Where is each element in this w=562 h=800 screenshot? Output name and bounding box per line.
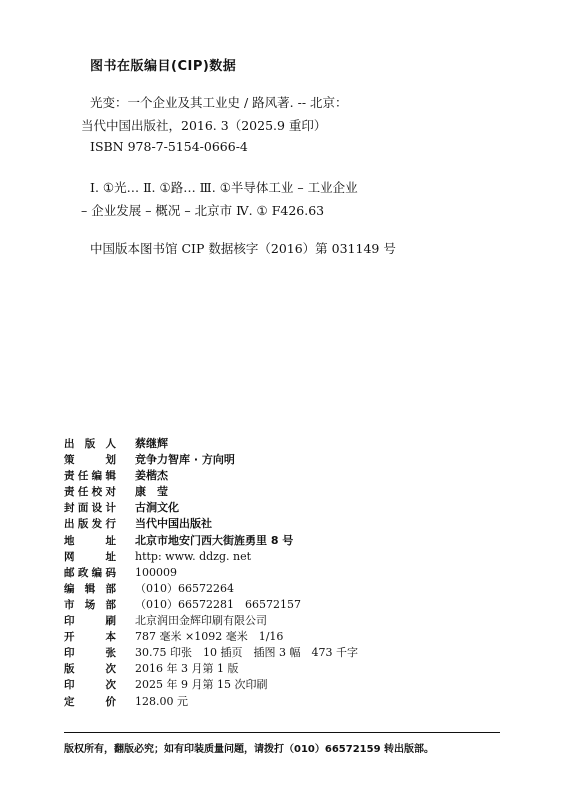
colophon-label: 版次 — [64, 663, 116, 676]
colophon-value: 787 毫米 ×1092 毫米 1/16 — [135, 630, 284, 644]
colophon-row — [64, 645, 504, 661]
colophon-row — [64, 694, 504, 710]
colophon-value: 100009 — [135, 565, 177, 579]
colophon-value: （010）66572264 — [135, 581, 234, 595]
colophon-row — [64, 565, 504, 581]
colophon-label: 印张 — [64, 647, 116, 660]
colophon-row — [64, 500, 504, 516]
colophon-value: （010）66572281 66572157 — [135, 597, 301, 611]
colophon-label: 开本 — [64, 631, 116, 644]
colophon-label: 市场部 — [64, 598, 116, 611]
colophon-label: 印刷 — [64, 615, 116, 628]
cip-heading: 图书在版编目(CIP)数据 — [90, 59, 237, 74]
colophon-row — [64, 629, 504, 645]
cip-isbn-line: ISBN 978-7-5154-0666-4 — [90, 139, 248, 154]
colophon-row — [64, 613, 504, 629]
colophon-row — [64, 436, 504, 452]
colophon-label: 策划 — [64, 454, 116, 467]
colophon-row — [64, 468, 504, 484]
colophon-table — [64, 436, 504, 710]
colophon-value: 北京润田金辉印刷有限公司 — [135, 614, 267, 628]
colophon-value: 30.75 印张 10 插页 插图 3 幅 473 千字 — [135, 646, 358, 660]
colophon-value: 蔡继辉 — [135, 437, 168, 450]
colophon-label: 责任校对 — [64, 486, 116, 499]
colophon-row — [64, 581, 504, 597]
colophon-row — [64, 484, 504, 500]
colophon-label: 封面设计 — [64, 502, 116, 515]
cip-title-line: 光变：一个企业及其工业史 / 路风著. -- 北京： — [90, 95, 348, 110]
colophon-label: 定价 — [64, 695, 116, 708]
cip-classification-line-2: – 企业发展 – 概况 – 北京市 Ⅳ. ① F426.63 — [81, 203, 325, 218]
colophon-value: 当代中国出版社 — [135, 517, 212, 531]
colophon-row — [64, 677, 504, 693]
colophon-value: 2025 年 9 月第 15 次印刷 — [135, 678, 268, 692]
colophon-value: 竞争力智库 · 方向明 — [135, 453, 235, 467]
colophon-label: 出版人 — [64, 438, 116, 450]
colophon-label: 网址 — [64, 550, 116, 563]
colophon-label: 编辑部 — [64, 582, 116, 595]
colophon-row — [64, 516, 504, 532]
colophon-label: 地址 — [64, 534, 116, 547]
divider — [64, 732, 500, 733]
colophon-row — [64, 452, 504, 468]
colophon-value: 康 莹 — [135, 485, 168, 499]
colophon-row — [64, 661, 504, 677]
colophon-label: 邮政编码 — [64, 566, 116, 579]
copyright-notice: 版权所有，翻版必究；如有印装质量问题，请拨打（010）66572159 转出版部。 — [64, 744, 435, 755]
cip-publisher-line: 当代中国出版社，2016. 3（2025.9 重印） — [81, 118, 327, 133]
colophon-value: 北京市地安门西大街旌勇里 8 号 — [135, 533, 294, 547]
colophon-value: 2016 年 3 月第 1 版 — [135, 662, 239, 676]
colophon-label: 出版发行 — [64, 518, 116, 531]
colophon-row — [64, 533, 504, 549]
colophon-value: 128.00 元 — [135, 694, 188, 708]
colophon-label: 责任编辑 — [64, 470, 116, 483]
colophon-value: http: www. ddzg. net — [135, 549, 252, 563]
colophon-row — [64, 597, 504, 613]
cip-classification-line: Ⅰ. ①光… Ⅱ. ①路… Ⅲ. ①半导体工业 – 工业企业 — [90, 180, 358, 195]
colophon-row — [64, 549, 504, 565]
colophon-value: 古涧文化 — [135, 501, 179, 515]
colophon-label: 印次 — [64, 679, 116, 692]
cip-record-number: 中国版本图书馆 CIP 数据核字（2016）第 031149 号 — [90, 241, 396, 256]
colophon-value: 姜楷杰 — [135, 469, 168, 483]
